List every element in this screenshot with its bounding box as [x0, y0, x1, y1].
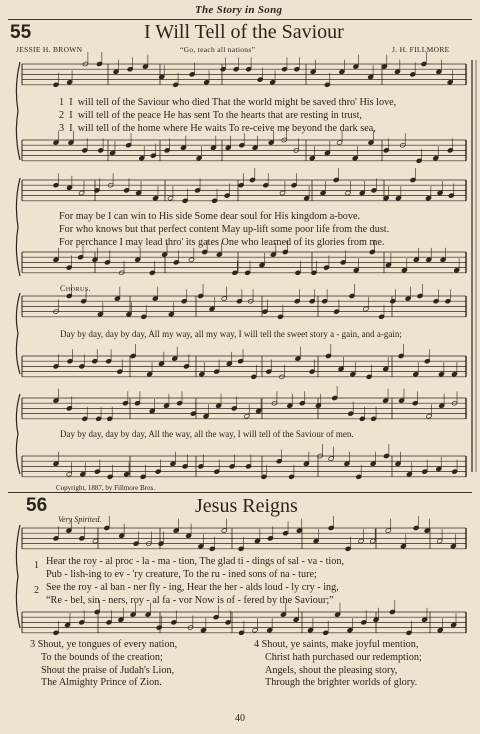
chorus-label: Chorus.: [60, 284, 92, 293]
section-rule: [8, 492, 472, 493]
verse-2-line-1: 2 I will tell of the peace He has sent To the hearts that are resting in trust,: [59, 110, 362, 121]
verse-3-line-1: 3 I will tell of the home where He waits To re-ceive me beyond the dark sea,: [59, 123, 376, 134]
hymn-number-55: 55: [10, 22, 32, 43]
verse-2-line-2: For who knows but that perfect content May up-lift some poor life from the dust.: [59, 224, 390, 235]
page-number: 40: [235, 713, 245, 724]
hymn-title-55: I Will Tell of the Saviour: [144, 21, 344, 43]
verse-3-line-2: For perchance I may lead thro' its gates One who learned of its glories from me.: [59, 237, 385, 248]
copyright: Copyright, 1887, by Fillmore Bros.: [56, 484, 155, 492]
stanza-4: 4 Shout, ye saints, make joyful mention, Christ hath purchased our redemption; Angels, shout the pleasing story, Through the brighter worlds of glory.: [254, 639, 422, 689]
stanza-1-line-2: Pub - lish-ing to ev - 'ry creature, To the ru - ined sons of na - ture;: [46, 569, 317, 580]
chorus-line-2: Day by day, day by day, All the way, all the way, I will tell of the Saviour of men.: [60, 429, 354, 439]
stanza-2-line-2: “Re - bel, sin - ners, roy - al fa - vor Now is of - fered by the Saviour;”: [46, 595, 334, 606]
running-head: The Story in Song: [195, 4, 283, 16]
stanza-2-number: 2: [34, 585, 39, 596]
hymn-title-56: Jesus Reigns: [195, 495, 298, 517]
stanza-2-line-1: See the roy - al ban - ner fly - ing, Hear the her - alds loud - ly cry - ing,: [46, 582, 339, 593]
tempo-marking: Very Spirited.: [58, 515, 102, 524]
verse-1-line-1: 1 I will tell of the Saviour who died That the world might be saved thro' His love,: [59, 97, 397, 108]
hymn-number-56: 56: [26, 495, 48, 516]
verse-1-line-2: For may be I can win to His side Some dear soul for His kingdom a-bove.: [59, 211, 361, 222]
composer-credit: J. H. FILLMORE: [392, 45, 450, 54]
stanza-1-line-1: Hear the roy - al proc - la - ma - tion, The glad ti - dings of sal - va - tion,: [46, 556, 344, 567]
epigraph: “Go, teach all nations”: [180, 45, 256, 54]
author-credit: JESSIE H. BROWN: [16, 45, 83, 54]
chorus-line-1: Day by day, day by day, All my way, all my way, I will tell the sweet story a - gain, and a-gain;: [60, 329, 402, 339]
stanza-3: 3 Shout, ye tongues of every nation, To the bounds of the creation; Shout the praise of Judah's Lion, The Almighty Prince of Zion.: [30, 639, 178, 689]
stanza-1-number: 1: [34, 560, 39, 571]
